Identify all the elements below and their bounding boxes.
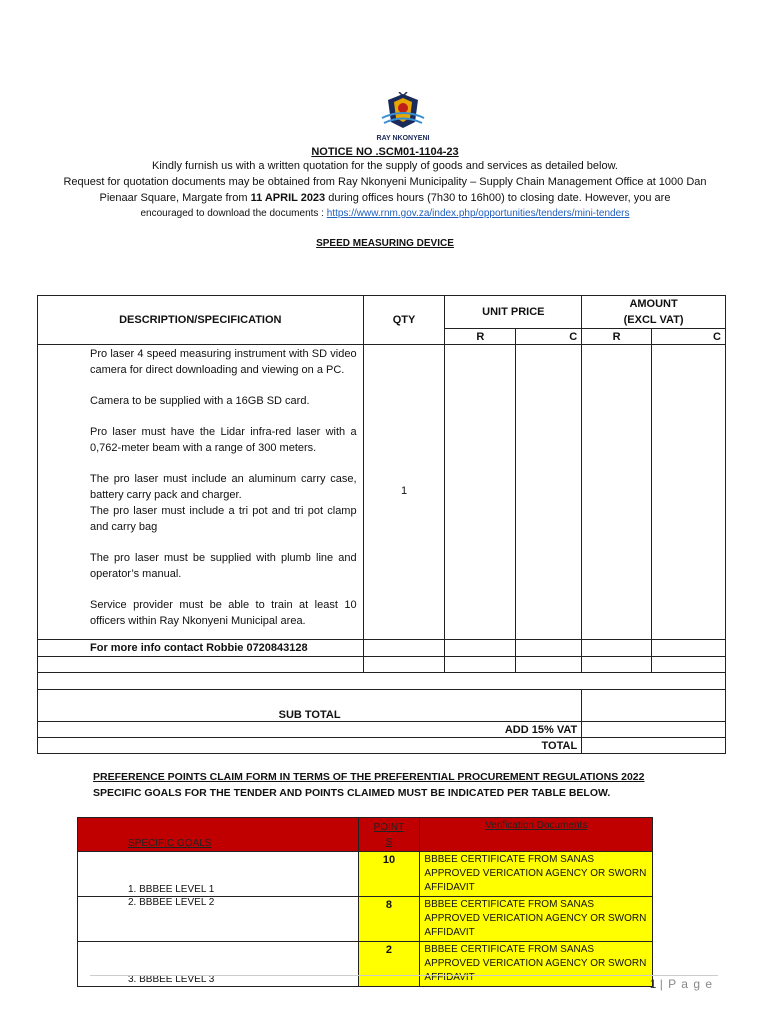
amount-header — [582, 296, 726, 329]
vat-value — [582, 722, 726, 738]
total-label: TOTAL — [38, 738, 582, 754]
preference-subtitle: SPECIFIC GOALS FOR THE TENDER AND POINTS CLAIMED MUST BE INDICATED PER TABLE BELOW. — [93, 787, 611, 799]
total-value — [582, 738, 726, 754]
amount-header-sub: (EXCL VAT) — [623, 314, 684, 326]
footer-divider — [90, 975, 718, 976]
quotation-table — [37, 295, 726, 754]
points-header-label: POINTS — [373, 822, 405, 848]
description-cell — [38, 345, 364, 640]
points-header — [358, 818, 420, 852]
sub-total-value — [582, 690, 726, 722]
amount-c-header: C — [652, 329, 726, 345]
logo-text: RAY NKONYENI — [376, 135, 430, 142]
notice-line-3-pre: Pienaar Square, Margate from — [99, 192, 251, 204]
sub-total-label: SUB TOTAL — [38, 690, 582, 722]
notice-line-4 — [0, 206, 770, 222]
docs-header-label: Verification Documents — [485, 820, 588, 831]
section-title: SPEED MEASURING DEVICE — [316, 238, 454, 249]
notice-line-3 — [0, 190, 770, 206]
qty-header: QTY — [363, 296, 445, 345]
preference-title: PREFERENCE POINTS CLAIM FORM IN TERMS OF THE PREFERENTIAL PROCUREMENT REGULATIONS 2022 — [93, 771, 645, 783]
unit-price-c-cell — [516, 345, 582, 640]
points-row-3: 2 — [358, 942, 420, 987]
points-row-1: 10 — [358, 852, 420, 897]
page-footer — [650, 977, 713, 991]
page-label: | P a g e — [659, 977, 713, 991]
doc-row-3: BBBEE CERTIFICATE FROM SANAS APPROVED VERICATION AGENCY OR SWORN AFFIDAVIT — [420, 942, 653, 987]
goals-header — [78, 818, 359, 852]
page-number: 1 — [649, 977, 657, 991]
municipality-logo — [368, 92, 438, 142]
notice-line-2: Request for quotation documents may be obtained from Ray Nkonyeni Municipality – Supply Chain Management Office at 1000 Dan — [63, 176, 707, 188]
spec-paragraph: The pro laser must include a tri pot and tri pot clamp and carry bag — [90, 505, 357, 533]
notice-line-4-pre: encouraged to download the documents : — [140, 208, 327, 219]
notice-date: 11 APRIL 2023 — [250, 192, 326, 204]
amount-r-header: R — [582, 329, 652, 345]
unit-price-r-cell — [445, 345, 516, 640]
unit-price-c-header: C — [516, 329, 582, 345]
goal-row-2: 2. BBBEE LEVEL 2 — [78, 897, 359, 942]
specific-goals-table — [77, 817, 653, 987]
docs-header — [420, 818, 653, 852]
spec-paragraph: Pro laser must have the Lidar infra-red laser with a 0,762-meter beam with a range of 300 meters. — [90, 426, 357, 454]
spec-paragraph: Service provider must be able to train at least 10 officers within Ray Nkonyeni Municipal area. — [90, 599, 357, 627]
tenders-link[interactable]: https://www.rnm.gov.za/index.php/opportunities/tenders/mini-tenders — [326, 208, 630, 219]
amount-c-cell — [652, 345, 726, 640]
amount-header-label: AMOUNT — [629, 298, 678, 310]
doc-row-2: BBBEE CERTIFICATE FROM SANAS APPROVED VERICATION AGENCY OR SWORN AFFIDAVIT — [420, 897, 653, 942]
spec-paragraph: The pro laser must be supplied with plumb line and operator’s manual. — [90, 552, 357, 580]
notice-title: NOTICE NO .SCM01-1104-23 — [311, 146, 459, 158]
amount-r-cell — [582, 345, 652, 640]
doc-row-1: BBBEE CERTIFICATE FROM SANAS APPROVED VERICATION AGENCY OR SWORN AFFIDAVIT — [420, 852, 653, 897]
qty-value: 1 — [363, 345, 445, 640]
notice-line-1: Kindly furnish us with a written quotation for the supply of goods and services as detailed below. — [152, 160, 618, 172]
vat-label: ADD 15% VAT — [38, 722, 582, 738]
points-row-2: 8 — [358, 897, 420, 942]
description-header: DESCRIPTION/SPECIFICATION — [38, 296, 364, 345]
spec-paragraph: Pro laser 4 speed measuring instrument with SD video camera for direct downloading and viewing on a PC. — [90, 348, 357, 376]
unit-price-header: UNIT PRICE — [445, 296, 582, 329]
goal-row-1: 1. BBBEE LEVEL 1 — [78, 852, 359, 897]
goal-row-3: 3. BBBEE LEVEL 3 — [78, 942, 359, 987]
unit-price-r-header: R — [445, 329, 516, 345]
spec-paragraph: Camera to be supplied with a 16GB SD card. — [90, 395, 310, 407]
notice-line-3-post: during offices hours (7h30 to 16h00) to closing date. However, you are — [325, 192, 671, 204]
ray-nkonyeni-emblem-icon — [368, 92, 438, 130]
contact-info: For more info contact Robbie 0720843128 — [38, 640, 364, 657]
goals-header-label: SPECIFIC GOALS — [128, 838, 212, 849]
spec-paragraph: The pro laser must include an aluminum carry case, battery carry pack and charger. — [90, 473, 357, 501]
